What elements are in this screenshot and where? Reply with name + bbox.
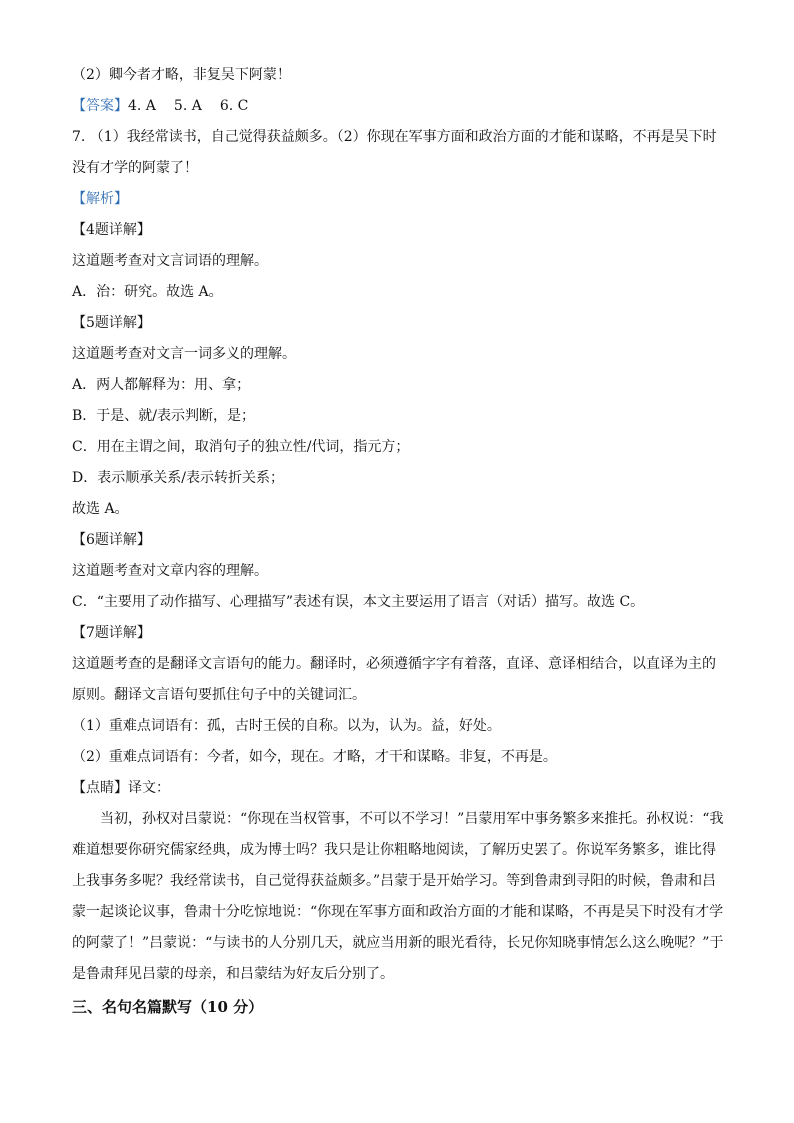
detail-4-option-a: A．治：研究。故选 A。: [72, 284, 223, 300]
section-3-heading: 三、名句名篇默写（10 分）: [72, 998, 264, 1016]
answer-row: [72, 91, 724, 122]
detail-5-option-a: A．两人都解释为：用、拿；: [72, 377, 251, 393]
detail-5-title: 【5题详解】: [72, 315, 151, 331]
translation-paragraph: 当初，孙权对吕蒙说：“你现在当权管事，不可以不学习！”吕蒙用军中事务繁多来推托。孙权说：“我难道想要你研究儒家经典，成为博士吗？我只是让你粗略地阅读，了解历史罢了。你说军务繁多，谁比得上我事务多呢？我经常读书，自己觉得获益颇多。”吕蒙于是开始学习。等到鲁肃到寻阳的时候，鲁肃和吕蒙一起谈论议事，鲁肃十分吃惊地说：“你现在军事方面和政治方面的才能和谋略，不再是吴下时没有才学的阿蒙了！”吕蒙说：“与读书的人分别几天，就应当用新的眼光看待，长兄你知晓事情怎么这么晚呢？”于是鲁肃拜见吕蒙的母亲，和吕蒙结为好友后分别了。: [72, 811, 724, 982]
q7-answer: 7. （1）我经常读书，自己觉得获益颇多。（2）你现在军事方面和政治方面的才能和谋略，不再是吴下时没有才学的阿蒙了！: [72, 129, 717, 176]
dianjing-title: 【点睛】译文：: [72, 780, 170, 796]
detail-5-option-b: B．于是、就/表示判断，是；: [72, 408, 256, 424]
detail-6-title: 【6题详解】: [72, 532, 151, 548]
detail-4-title: 【4题详解】: [72, 222, 151, 238]
detail-5-option-c: C．用在主谓之间，取消句子的独立性/代词，指元方；: [72, 439, 410, 455]
detail-7-text: 这道题考查的是翻译文言语句的能力。翻译时，必须遵循字字有着落，直译、意译相结合，以直译为主的原则。翻译文言语句要抓住句子中的关键词汇。: [72, 656, 716, 703]
detail-7-point-2: （2）重难点词语有：今者，如今，现在。才略，才干和谋略。非复，不再是。: [72, 749, 557, 765]
detail-4-text: 这道题考查对文言词语的理解。: [72, 253, 268, 269]
detail-5-conclusion: 故选 A。: [72, 501, 129, 517]
detail-7-point-1: （1）重难点词语有：孤，古时王侯的自称。以为，认为。益，好处。: [72, 718, 501, 734]
detail-6-text: 这道题考查对文章内容的理解。: [72, 563, 268, 579]
answer-5: 5. A: [173, 98, 202, 114]
detail-6-option-c: C．“主要用了动作描写、心理描写”表述有误，本文主要运用了语言（对话）描写。故选 C。: [72, 594, 645, 610]
detail-7-title: 【7题详解】: [72, 625, 151, 641]
answer-tag: 【答案】: [72, 98, 128, 114]
analysis-tag: 【解析】: [72, 191, 128, 207]
document-page: [72, 60, 724, 1023]
q2-original-sentence: （2）卿今者才略，非复吴下阿蒙！: [72, 67, 291, 83]
detail-5-option-d: D．表示顺承关系/表示转折关系；: [72, 470, 284, 486]
answer-4: 4. A: [128, 98, 156, 114]
detail-5-text: 这道题考查对文言一词多义的理解。: [72, 346, 296, 362]
answer-6: 6. C: [219, 98, 249, 114]
